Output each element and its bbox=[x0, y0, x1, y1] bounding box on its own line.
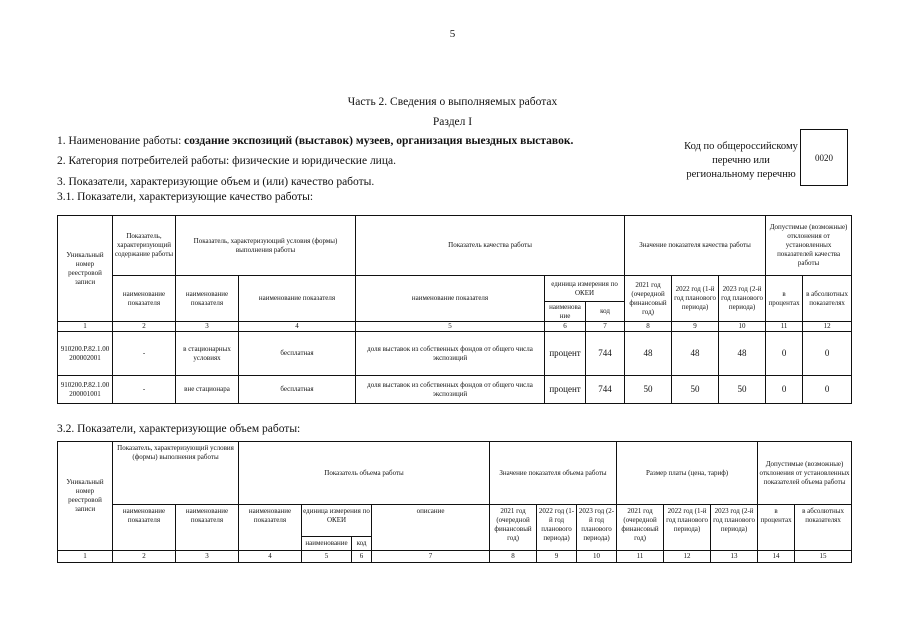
v-h-ind-name: наименование показателя bbox=[239, 505, 302, 551]
v-colnum: 14 bbox=[758, 551, 795, 563]
v-colnum: 12 bbox=[664, 551, 711, 563]
v-h-unit-name: наименование bbox=[302, 537, 352, 551]
v-colnum: 8 bbox=[490, 551, 537, 563]
q-indicator: доля выставок из собственных фондов от общего числа экспозиций bbox=[356, 332, 545, 376]
q-colnum: 9 bbox=[672, 322, 719, 332]
v-colnum: 1 bbox=[58, 551, 113, 563]
v-colnum: 11 bbox=[617, 551, 664, 563]
indicators-heading: 3. Показатели, характеризующие объем и (или) качество работы. bbox=[57, 176, 375, 188]
q-h-2023: 2023 год (2-й год планового периода) bbox=[719, 276, 766, 322]
table-row bbox=[58, 376, 852, 404]
q-h-quality: Показатель качества работы bbox=[356, 216, 625, 276]
q-registry: 910200.Р.82.1.00 200001001 bbox=[58, 376, 113, 404]
q-pct: 0 bbox=[766, 332, 803, 376]
v-h-p2023: 2023 год (2-й год планового периода) bbox=[711, 505, 758, 551]
q-colnum: 6 bbox=[545, 322, 586, 332]
v-colnum: 3 bbox=[176, 551, 239, 563]
q-code: 744 bbox=[586, 332, 625, 376]
page-number: 5 bbox=[449, 28, 456, 40]
q-colnum: 5 bbox=[356, 322, 545, 332]
v-h-registry: Уникальный номер реестровой записи bbox=[58, 442, 113, 551]
q-h-ind-name: наименование показателя bbox=[356, 276, 545, 322]
part-title: Часть 2. Сведения о выполняемых работах bbox=[347, 96, 558, 108]
work-name-line bbox=[57, 135, 573, 147]
volume-table bbox=[57, 441, 852, 563]
q-v2021: 50 bbox=[625, 376, 672, 404]
code-label: Код по общероссийскому перечню или региональному перечню bbox=[684, 141, 798, 180]
q-colnum: 8 bbox=[625, 322, 672, 332]
q-content: - bbox=[113, 376, 176, 404]
v-colnum: 15 bbox=[795, 551, 852, 563]
q-h-abs: в абсолютных показателях bbox=[803, 276, 852, 322]
q-h-percent: в процентах bbox=[766, 276, 803, 322]
v-h-cond-name1: наименование показателя bbox=[113, 505, 176, 551]
v-h-deviation: Допустимые (возможные) отклонения от установленных показателей объема работы bbox=[758, 442, 852, 505]
quality-heading: 3.1. Показатели, характеризующие качество работы: bbox=[57, 191, 314, 203]
v-h-2022: 2022 год (1-й год планового периода) bbox=[537, 505, 577, 551]
q-h-content-name: наименование показателя bbox=[113, 276, 176, 322]
volume-heading: 3.2. Показатели, характеризующие объем работы: bbox=[57, 423, 301, 435]
q-h-deviation: Допустимые (возможные) отклонения от установленных показателей качества работы bbox=[766, 216, 852, 276]
v-h-2023: 2023 год (2-й год планового периода) bbox=[577, 505, 617, 551]
q-v2021: 48 bbox=[625, 332, 672, 376]
q-h-2022: 2022 год (1-й год планового периода) bbox=[672, 276, 719, 322]
v-colnum: 9 bbox=[537, 551, 577, 563]
q-code: 744 bbox=[586, 376, 625, 404]
q-unit: процент bbox=[545, 332, 586, 376]
section-title: Раздел I bbox=[432, 116, 473, 128]
v-colnum: 6 bbox=[352, 551, 372, 563]
q-h-cond-name1: наименование показателя bbox=[176, 276, 239, 322]
v-h-desc: описание bbox=[372, 505, 490, 551]
v-h-percent: в процентах bbox=[758, 505, 795, 551]
q-h-code: код bbox=[586, 302, 625, 322]
q-h-unit-name: наименова ние bbox=[545, 302, 586, 322]
q-h-content: Показатель, характеризующий содержание работы bbox=[113, 216, 176, 276]
q-condition: в стационарных условиях bbox=[176, 332, 239, 376]
table-row bbox=[58, 332, 852, 376]
v-h-p2022: 2022 год (1-й год планового периода) bbox=[664, 505, 711, 551]
v-h-2021: 2021 год (очередной финансовый год) bbox=[490, 505, 537, 551]
q-pct: 0 bbox=[766, 376, 803, 404]
q-abs: 0 bbox=[803, 332, 852, 376]
q-colnum: 7 bbox=[586, 322, 625, 332]
code-value: 0020 bbox=[815, 152, 833, 163]
q-v2023: 50 bbox=[719, 376, 766, 404]
q-colnum: 11 bbox=[766, 322, 803, 332]
v-h-price: Размер платы (цена, тариф) bbox=[617, 442, 758, 505]
v-h-cond-name2: наименование показателя bbox=[176, 505, 239, 551]
q-colnum: 3 bbox=[176, 322, 239, 332]
q-h-cond-name2: наименование показателя bbox=[239, 276, 356, 322]
q-h-2021: 2021 год (очередной финансовый год) bbox=[625, 276, 672, 322]
v-colnum: 2 bbox=[113, 551, 176, 563]
v-h-abs: в абсолютных показателях bbox=[795, 505, 852, 551]
v-colnum: 13 bbox=[711, 551, 758, 563]
work-name-value: создание экспозиций (выставок) музеев, организация выездных выставок. bbox=[184, 135, 574, 147]
v-colnum: 5 bbox=[302, 551, 352, 563]
v-colnum: 10 bbox=[577, 551, 617, 563]
q-condition: вне стационара bbox=[176, 376, 239, 404]
v-h-code: код bbox=[352, 537, 372, 551]
v-h-values: Значение показателя объема работы bbox=[490, 442, 617, 505]
q-condition2: бесплатная bbox=[239, 376, 356, 404]
q-content: - bbox=[113, 332, 176, 376]
work-name-label: 1. Наименование работы: bbox=[57, 135, 185, 147]
q-v2022: 50 bbox=[672, 376, 719, 404]
quality-table bbox=[57, 215, 852, 404]
q-indicator: доля выставок из собственных фондов от общего числа экспозиций bbox=[356, 376, 545, 404]
q-registry: 910200.Р.82.1.00 200002001 bbox=[58, 332, 113, 376]
q-unit: процент bbox=[545, 376, 586, 404]
v-h-volume: Показатель объема работы bbox=[239, 442, 490, 505]
v-colnum: 7 bbox=[372, 551, 490, 563]
v-h-conditions: Показатель, характеризующий условия (формы) выполнения работы bbox=[113, 442, 239, 505]
v-h-unit: единица измерения по ОКЕИ bbox=[302, 505, 372, 537]
q-abs: 0 bbox=[803, 376, 852, 404]
q-h-unit: единица измерения по ОКЕИ bbox=[545, 276, 625, 302]
q-colnum: 1 bbox=[58, 322, 113, 332]
consumer-category-line: 2. Категория потребителей работы: физические и юридические лица. bbox=[57, 155, 396, 167]
v-h-p2021: 2021 год (очередной финансовый год) bbox=[617, 505, 664, 551]
q-h-registry: Уникальный номер реестровой записи bbox=[58, 216, 113, 322]
q-v2022: 48 bbox=[672, 332, 719, 376]
code-box bbox=[800, 129, 848, 186]
q-condition2: бесплатная bbox=[239, 332, 356, 376]
q-h-conditions: Показатель, характеризующий условия (формы) выполнения работы bbox=[176, 216, 356, 276]
q-colnum: 12 bbox=[803, 322, 852, 332]
q-colnum: 2 bbox=[113, 322, 176, 332]
q-v2023: 48 bbox=[719, 332, 766, 376]
q-colnum: 4 bbox=[239, 322, 356, 332]
q-h-values: Значение показателя качества работы bbox=[625, 216, 766, 276]
v-colnum: 4 bbox=[239, 551, 302, 563]
q-colnum: 10 bbox=[719, 322, 766, 332]
